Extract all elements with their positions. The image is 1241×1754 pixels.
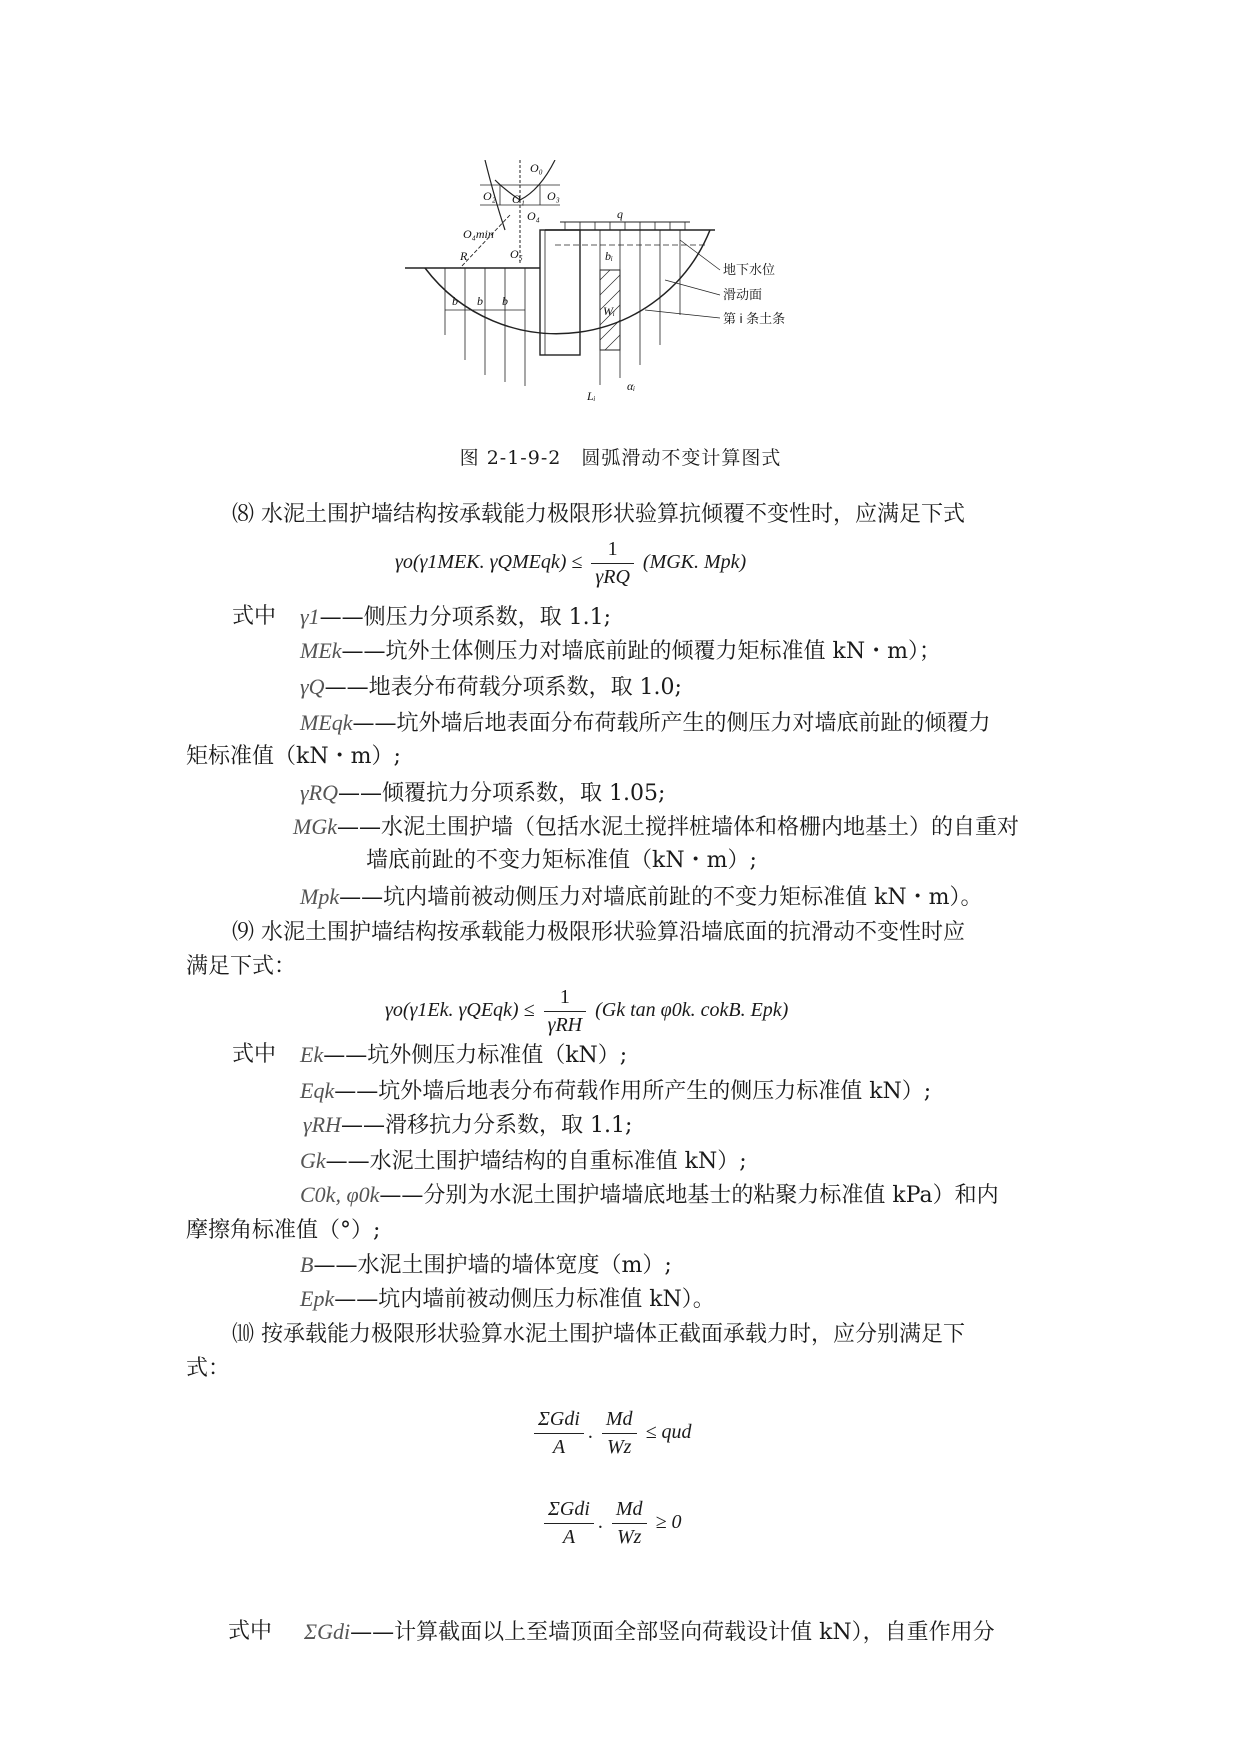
sec9-def-1: [300, 1040, 627, 1071]
sec10-intro-1: ⑽ 按承载能力极限形状验算水泥土围护墙体正截面承载力时，应分别满足下: [232, 1322, 965, 1347]
sec8-def-4: [300, 708, 991, 739]
sec10-intro-2: 式：: [186, 1356, 231, 1381]
sec9-formula-fraction: [544, 986, 587, 1037]
sec9-def-4-symbol: Gk: [300, 1148, 326, 1173]
sec9-def-1-text: ——坑外侧压力标准值（kN）;: [323, 1043, 628, 1068]
sec8-def-2-symbol: MEk: [300, 638, 342, 663]
label-o0: O₀: [530, 161, 543, 175]
sec9-def-3: [303, 1110, 632, 1141]
sec8-def-4-cont: 矩标准值（kN・m）;: [186, 744, 401, 769]
sec10-f1-den1: A: [552, 1436, 566, 1458]
label-b3: b: [502, 294, 508, 308]
sec8-formula-rhs: (MGK. Mpk): [642, 551, 747, 574]
sec10-formula-2: $\frac{\text{ΣGdi}}{A}$ . $\frac{Md}{Wz}$ ≥ 0: [540, 1498, 682, 1549]
trial-arc: [495, 160, 555, 200]
sec9-def-6: [300, 1250, 672, 1281]
sec9-def-2: [300, 1076, 931, 1107]
label-slip-surface: 滑动面: [723, 287, 763, 302]
sec10-formula-1: $\frac{\text{ΣGdi}}{A}$ . $\frac{Md}{Wz}$ ≤ qud: [530, 1408, 692, 1459]
sec8-def-5-symbol: γRQ: [300, 780, 338, 805]
sec10-shizhong: 式中: [228, 1619, 273, 1644]
sec8-def-2: [300, 636, 941, 667]
sec9-def-2-text: ——坑外墙后地表分布荷载作用所产生的侧压力标准值 kN）;: [334, 1079, 932, 1104]
sec9-formula-rhs: (Gk tan φ0k. cokB. Epk): [595, 999, 789, 1022]
label-b1: b: [452, 294, 458, 308]
label-bi: bᵢ: [605, 249, 613, 263]
sec10-def-1-symbol: ΣGdi: [304, 1619, 351, 1644]
label-o3: O₃: [547, 189, 560, 203]
sec8-def-3: [300, 672, 682, 703]
sec9-formula-den: γRH: [547, 1014, 583, 1036]
sec8-def-4-symbol: MEqk: [300, 710, 353, 735]
label-o2: O₂: [483, 189, 496, 203]
sec8-def-6-cont: 墙底前趾的不变力矩标准值（kN・m）;: [366, 848, 757, 873]
sec9-def-6-symbol: B: [300, 1252, 314, 1277]
label-b2: b: [477, 294, 483, 308]
slip-surface-arc: [425, 230, 710, 334]
cement-wall: [540, 230, 580, 355]
sec8-formula-den: γRQ: [595, 566, 630, 588]
sec9-intro-2: 满足下式：: [186, 954, 297, 979]
sec9-def-4-text: ——水泥土围护墙结构的自重标准值 kN）;: [325, 1149, 747, 1174]
figure-caption: 图 2-1-9-2 圆弧滑动不变计算图式: [459, 447, 782, 469]
sec10-def-1-text: ——计算截面以上至墙顶面全部竖向荷载设计值 kN），自重作用分: [350, 1620, 995, 1645]
sec8-def-2-text: ——坑外土体侧压力对墙底前趾的倾覆力矩标准值 kN・m）；: [341, 639, 941, 664]
label-li: Lᵢ: [587, 389, 596, 403]
sec9-def-3-symbol: γRH: [303, 1112, 341, 1137]
sec9-formula-lhs: γo(γ1Ek. γQEqk) ≤: [385, 999, 535, 1022]
sec9-def-5-symbol: C0k, φ0k: [300, 1182, 380, 1207]
label-o5: O₅: [510, 247, 523, 261]
sec9-def-4: [300, 1146, 747, 1177]
sec9-def-2-symbol: Eqk: [300, 1078, 335, 1103]
sec8-def-3-symbol: γQ: [300, 674, 325, 699]
sec8-def-5: [300, 778, 665, 809]
sec9-def-7-symbol: Epk: [300, 1286, 335, 1311]
sec9-shizhong: 式中: [232, 1042, 277, 1067]
label-o4: O₄: [527, 209, 540, 223]
slip-circle-diagram: [405, 160, 835, 430]
sec10-f1-relation: ≤ qud: [645, 1421, 692, 1444]
label-water-table: 地下水位: [723, 262, 776, 277]
sec9-def-5-text: ——分别为水泥土围护墙墙底地基士的粘聚力标准值 kPa）和内: [379, 1183, 999, 1208]
label-soil-strip: 第 i 条土条: [723, 311, 786, 326]
sec9-formula: [385, 986, 788, 1037]
sec9-def-7-text: ——坑内墙前被动侧压力标准值 kN）。: [334, 1287, 715, 1312]
sec8-def-6-symbol: MGk: [293, 814, 337, 839]
sec10-f2-num1: ΣGdi: [544, 1498, 594, 1524]
sec9-def-7: [300, 1284, 715, 1315]
sec8-intro: ⑻ 水泥土围护墙结构按承载能力极限形状验算抗倾覆不变性时，应满足下式: [232, 502, 965, 527]
label-wi: Wᵢ: [603, 304, 615, 318]
sec9-def-1-symbol: Ek: [300, 1042, 324, 1067]
sec8-formula-num: 1: [591, 538, 634, 564]
sec10-f1-num1: ΣGdi: [534, 1408, 584, 1434]
sec8-def-1: [300, 602, 611, 633]
sec10-f1-num2: Md: [602, 1408, 637, 1434]
sec9-def-3-text: ——滑移抗力分系数，取 1.1;: [341, 1113, 633, 1138]
sec10-f2-den2: Wz: [617, 1526, 642, 1548]
slip-circle-figure: [405, 160, 835, 430]
sec10-f2-relation: ≥ 0: [655, 1511, 682, 1534]
sec9-def-5-cont: 摩擦角标准值（°）;: [186, 1218, 381, 1243]
sec9-def-5: [300, 1180, 999, 1211]
label-q: q: [617, 207, 623, 221]
sec9-def-6-text: ——水泥土围护墙的墙体宽度（m）;: [313, 1253, 672, 1278]
sec8-formula-lhs: γo(γ1MEK. γQMEqk) ≤: [395, 551, 583, 574]
sec8-def-7-text: ——坑内墙前被动侧压力对墙底前趾的不变力矩标准值 kN・m）。: [339, 885, 983, 910]
sec9-formula-num: 1: [544, 986, 587, 1012]
sec10-f2-den1: A: [562, 1526, 576, 1548]
sec8-def-5-text: ——倾覆抗力分项系数，取 1.05;: [338, 781, 666, 806]
label-o1: O₁: [512, 192, 525, 206]
label-o4min: O₄min: [463, 227, 494, 241]
sec8-def-4-text: ——坑外墙后地表面分布荷载所产生的侧压力对墙底前趾的倾覆力: [352, 711, 991, 736]
sec8-def-7: [300, 882, 983, 913]
sec8-def-6: [293, 812, 1019, 843]
sec8-formula: [395, 538, 746, 589]
sec8-def-1-text: ——侧压力分项系数，取 1.1;: [319, 605, 612, 630]
sec8-def-6-text: ——水泥土围护墙（包括水泥土搅拌桩墙体和格栅内地基土）的自重对: [336, 815, 1019, 840]
sec8-def-7-symbol: Mpk: [300, 884, 340, 909]
sec9-intro-1: ⑼ 水泥土围护墙结构按承载能力极限形状验算沿墙底面的抗滑动不变性时应: [232, 920, 965, 945]
sec10-def-1: [304, 1617, 995, 1648]
sec8-formula-fraction: [591, 538, 634, 589]
sec10-f1-den2: Wz: [607, 1436, 632, 1458]
label-ai: αᵢ: [627, 379, 636, 393]
sec10-f2-num2: Md: [612, 1498, 647, 1524]
sec8-def-1-symbol: γ1: [300, 604, 320, 629]
sec8-def-3-text: ——地表分布荷载分项系数，取 1.0;: [324, 675, 682, 700]
sec8-shizhong: 式中: [232, 604, 277, 629]
label-r: R: [460, 249, 468, 263]
